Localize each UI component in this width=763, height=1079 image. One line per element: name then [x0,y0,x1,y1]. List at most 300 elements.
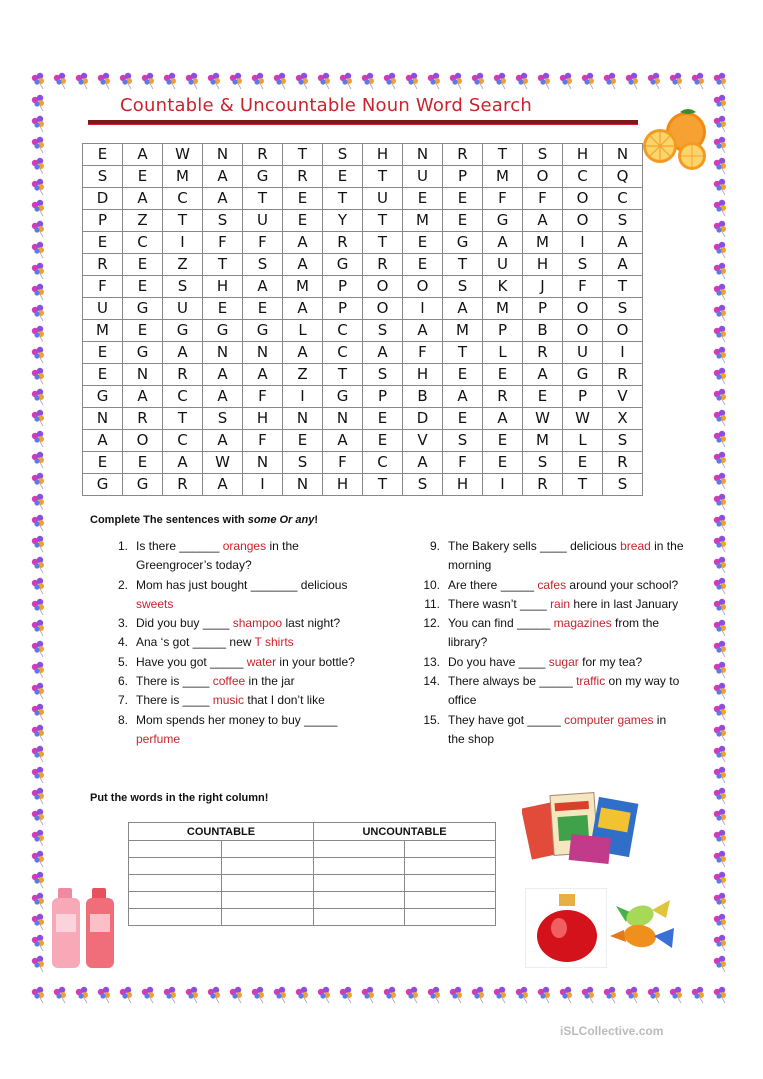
balloon-icon [714,662,726,678]
sentence-before: There is ____ [136,693,213,708]
grid-cell: S [443,430,483,452]
balloon-icon [32,578,44,594]
sentence-after: in your bottle? [276,654,355,669]
sentence-answer: shampoo [232,616,283,631]
balloon-icon [670,73,682,89]
balloon-icon [32,347,44,363]
table-cell[interactable] [405,875,496,892]
sentence-item [108,576,368,615]
grid-cell: A [203,166,243,188]
grid-cell: T [483,144,523,166]
balloon-icon [32,830,44,846]
table-cell[interactable] [405,841,496,858]
grid-cell: M [83,320,123,342]
grid-cell: S [523,452,563,474]
grid-cell: E [403,232,443,254]
balloon-icon [428,73,440,89]
grid-row [83,166,643,188]
grid-cell: O [563,320,603,342]
sentence-before: They have got _____ [448,712,565,727]
grid-cell: C [163,386,203,408]
balloon-icon [714,410,726,426]
balloon-icon [714,788,726,804]
grid-cell: R [163,474,203,496]
oranges-image [640,106,712,172]
grid-cell: U [163,298,203,320]
grid-cell: G [243,320,283,342]
grid-cell: R [243,144,283,166]
balloon-icon [76,73,88,89]
grid-cell: I [603,342,643,364]
sentence-answer: T shirts [254,635,294,650]
table-cell[interactable] [129,892,222,909]
sentence-number: 6. [117,674,128,689]
sentence-before: You can find _____ [448,616,554,631]
grid-cell: S [563,254,603,276]
balloon-icon [406,73,418,89]
table-row [129,909,496,926]
grid-cell: W [163,144,203,166]
grid-cell: F [243,232,283,254]
balloon-icon [714,641,726,657]
grid-cell: W [523,408,563,430]
balloon-icon [670,987,682,1003]
sentence-answer: cafes [537,577,567,592]
balloon-icon [32,662,44,678]
balloon-icon [582,73,594,89]
grid-cell: A [203,386,243,408]
grid-row [83,232,643,254]
instruction-suffix: ! [314,514,319,526]
balloon-icon [76,987,88,1003]
grid-cell: H [243,408,283,430]
sentence-item [108,711,368,750]
balloon-icon [318,987,330,1003]
grid-cell: R [363,254,403,276]
grid-cell: E [203,298,243,320]
grid-cell: U [483,254,523,276]
table-cell[interactable] [221,875,314,892]
balloon-icon [32,641,44,657]
balloon-icon [32,431,44,447]
grid-cell: N [243,452,283,474]
balloon-icon [714,326,726,342]
grid-cell: N [243,342,283,364]
table-row [129,892,496,909]
grid-cell: N [123,364,163,386]
balloon-icon [340,73,352,89]
table-cell[interactable] [314,875,405,892]
grid-cell: A [523,210,563,232]
grid-row [83,188,643,210]
table-cell[interactable] [129,909,222,926]
grid-cell: O [563,298,603,320]
grid-cell: E [123,452,163,474]
balloon-icon [32,704,44,720]
balloon-icon [32,179,44,195]
grid-cell: T [203,254,243,276]
sentence-before: Ana ‘s got _____ new [136,635,255,650]
grid-cell: G [323,254,363,276]
balloon-icon [494,987,506,1003]
grid-cell: E [83,364,123,386]
grid-cell: G [163,320,203,342]
grid-cell: A [483,408,523,430]
balloon-icon [32,683,44,699]
grid-cell: P [563,386,603,408]
balloon-icon [142,73,154,89]
grid-cell: A [323,430,363,452]
balloon-icon [384,987,396,1003]
grid-cell: A [163,342,203,364]
grid-cell: I [563,232,603,254]
grid-cell: F [443,452,483,474]
balloon-icon [32,221,44,237]
balloon-icon [32,200,44,216]
sentence-text [136,633,368,652]
balloon-icon [32,284,44,300]
balloon-icon [472,73,484,89]
sentence-before: There is ____ [136,674,213,689]
grid-cell: V [403,430,443,452]
grid-cell: P [363,386,403,408]
grid-cell: C [163,188,203,210]
sentence-text [448,595,685,614]
grid-cell: M [523,430,563,452]
balloon-icon [714,305,726,321]
grid-cell: A [123,144,163,166]
grid-cell: A [403,320,443,342]
balloon-icon [318,73,330,89]
sentence-before: Do you have ____ [448,654,549,669]
balloon-icon [32,494,44,510]
balloon-icon [714,389,726,405]
grid-cell: T [243,188,283,210]
grid-cell: I [483,474,523,496]
grid-cell: N [283,408,323,430]
grid-cell: F [83,276,123,298]
grid-cell: Z [163,254,203,276]
grid-cell: S [243,254,283,276]
uncountable-header: UNCOUNTABLE [314,823,496,841]
grid-cell: N [403,144,443,166]
balloon-icon [186,987,198,1003]
grid-cell: T [363,232,403,254]
balloon-icon [714,515,726,531]
balloon-icon [32,410,44,426]
sentence-answer: magazines [553,616,612,631]
balloon-icon [714,263,726,279]
grid-cell: A [443,298,483,320]
instruction-italic: some Or any [247,514,315,526]
table-cell[interactable] [221,892,314,909]
grid-cell: R [483,386,523,408]
sentence-number: 15. [423,712,440,727]
balloon-icon [714,452,726,468]
grid-cell: S [283,452,323,474]
sentence-number: 5. [117,654,128,669]
sentence-after: from the library? [448,616,660,650]
grid-cell: A [203,188,243,210]
grid-cell: E [123,276,163,298]
table-cell[interactable] [221,858,314,875]
sentence-number: 4. [117,635,128,650]
grid-cell: N [603,144,643,166]
grid-cell: O [363,298,403,320]
grid-cell: B [403,386,443,408]
table-cell[interactable] [221,909,314,926]
balloon-icon [604,73,616,89]
sentence-item [420,653,685,672]
balloon-icon [714,242,726,258]
grid-cell: L [483,342,523,364]
grid-cell: A [483,232,523,254]
balloon-icon [32,116,44,132]
grid-cell: S [203,210,243,232]
grid-cell: A [163,452,203,474]
grid-cell: H [523,254,563,276]
balloon-icon [714,536,726,552]
grid-cell: M [283,276,323,298]
grid-cell: O [403,276,443,298]
table-row [129,858,496,875]
grid-cell: T [163,210,203,232]
table-cell[interactable] [129,875,222,892]
table-row [129,841,496,858]
balloon-icon [32,73,44,89]
balloon-icon [714,851,726,867]
balloon-icon [32,389,44,405]
balloon-icon [714,599,726,615]
sentences-instruction [90,514,318,526]
grid-cell: A [363,342,403,364]
table-cell[interactable] [405,858,496,875]
balloon-icon [582,987,594,1003]
grid-cell: G [123,474,163,496]
balloon-icon [120,987,132,1003]
balloon-icon [714,809,726,825]
sentence-text [136,672,368,691]
balloon-icon [32,473,44,489]
balloon-icon [32,137,44,153]
magazines-image [522,790,652,870]
balloon-icon [32,746,44,762]
grid-cell: T [323,364,363,386]
grid-cell: A [243,276,283,298]
sentence-answer: computer games [564,712,654,727]
sentence-before: There wasn’t ____ [448,596,551,611]
balloon-icon [714,746,726,762]
balloon-icon [714,347,726,363]
grid-cell: L [563,430,603,452]
balloon-icon [714,725,726,741]
balloon-icon [32,809,44,825]
grid-cell: P [483,320,523,342]
sentence-after: that I don’t like [244,693,325,708]
instruction-prefix: Complete The sentences with [90,514,248,526]
grid-cell: T [563,474,603,496]
grid-cell: U [243,210,283,232]
balloon-icon [560,987,572,1003]
table-cell[interactable] [314,909,405,926]
sentence-number: 8. [117,712,128,727]
grid-cell: C [603,188,643,210]
grid-cell: O [523,166,563,188]
sentence-item [420,537,685,576]
grid-cell: O [563,188,603,210]
balloon-icon [120,73,132,89]
grid-cell: G [123,298,163,320]
table-cell[interactable] [314,892,405,909]
grid-cell: O [563,210,603,232]
sentence-answer: perfume [136,731,181,746]
grid-cell: M [483,298,523,320]
balloon-icon [164,987,176,1003]
balloon-icon [340,987,352,1003]
balloon-icon [714,494,726,510]
balloon-icon [714,956,726,972]
balloon-icon [32,725,44,741]
balloon-icon [54,73,66,89]
balloon-icon [714,95,726,111]
sentence-item [108,537,368,576]
grid-cell: I [243,474,283,496]
sentence-answer: music [212,693,245,708]
grid-cell: Z [123,210,163,232]
balloon-icon [208,73,220,89]
grid-cell: A [523,364,563,386]
grid-row [83,430,643,452]
grid-cell: A [403,452,443,474]
grid-cell: E [123,254,163,276]
balloon-icon [516,987,528,1003]
balloon-icon [32,326,44,342]
grid-cell: S [603,430,643,452]
grid-cell: N [203,144,243,166]
sentence-after: last night? [282,616,341,631]
sentence-number: 14. [423,674,440,689]
sentence-after: around your school? [566,577,679,592]
grid-cell: S [523,144,563,166]
table-cell[interactable] [314,858,405,875]
grid-cell: P [443,166,483,188]
sentence-item [420,711,685,750]
balloon-icon [428,987,440,1003]
grid-cell: S [603,210,643,232]
table-cell[interactable] [129,841,222,858]
grid-cell: A [83,430,123,452]
sentence-after: in the morning [448,539,684,573]
sentence-before: Mom has just bought _______ delicious [136,577,348,592]
grid-cell: F [483,188,523,210]
grid-cell: L [283,320,323,342]
grid-cell: T [443,342,483,364]
grid-row [83,474,643,496]
table-cell[interactable] [314,841,405,858]
sentence-after: in the Greengrocer’s today? [136,539,299,573]
grid-cell: F [563,276,603,298]
grid-cell: A [203,364,243,386]
grid-cell: F [243,430,283,452]
balloon-icon [714,158,726,174]
sentence-text [136,576,368,615]
grid-cell: A [203,474,243,496]
sentence-answer: rain [550,596,571,611]
grid-cell: G [243,166,283,188]
sentence-after: in the jar [245,674,295,689]
balloon-icon [472,987,484,1003]
grid-cell: Q [603,166,643,188]
grid-cell: A [283,254,323,276]
balloon-icon [714,179,726,195]
grid-cell: S [163,276,203,298]
balloon-icon [538,73,550,89]
grid-cell: S [603,298,643,320]
site-watermark: iSLCollective.com [560,1024,664,1038]
grid-cell: M [483,166,523,188]
grid-cell: O [603,320,643,342]
grid-cell: E [123,320,163,342]
sentence-text [448,537,685,576]
grid-cell: S [363,364,403,386]
balloon-icon [626,987,638,1003]
grid-cell: A [123,188,163,210]
grid-cell: N [83,408,123,430]
sentence-text [136,711,368,750]
balloon-icon [32,788,44,804]
balloon-icon [296,73,308,89]
balloon-icon [32,620,44,636]
grid-cell: E [483,364,523,386]
grid-row [83,144,643,166]
grid-cell: K [483,276,523,298]
grid-cell: C [163,430,203,452]
balloon-icon [714,987,726,1003]
balloon-icon [32,242,44,258]
grid-row [83,276,643,298]
balloon-icon [494,73,506,89]
table-cell[interactable] [221,841,314,858]
balloon-icon [714,200,726,216]
balloon-icon [32,536,44,552]
balloon-icon [186,73,198,89]
balloon-icon [714,704,726,720]
grid-cell: E [283,430,323,452]
columns-table [128,822,496,926]
sentence-item [108,672,368,691]
grid-cell: T [163,408,203,430]
grid-cell: E [443,210,483,232]
grid-cell: W [563,408,603,430]
sentence-answer: coffee [212,674,246,689]
grid-row [83,320,643,342]
grid-cell: P [323,298,363,320]
title-underline [88,120,638,125]
balloon-icon [230,73,242,89]
grid-cell: N [283,474,323,496]
balloon-icon [32,515,44,531]
grid-cell: I [163,232,203,254]
table-cell[interactable] [405,909,496,926]
grid-cell: S [603,474,643,496]
balloon-icon [32,95,44,111]
balloon-icon [274,987,286,1003]
table-cell[interactable] [129,858,222,875]
grid-cell: E [523,386,563,408]
balloon-icon [714,935,726,951]
table-cell[interactable] [405,892,496,909]
balloon-icon [714,221,726,237]
